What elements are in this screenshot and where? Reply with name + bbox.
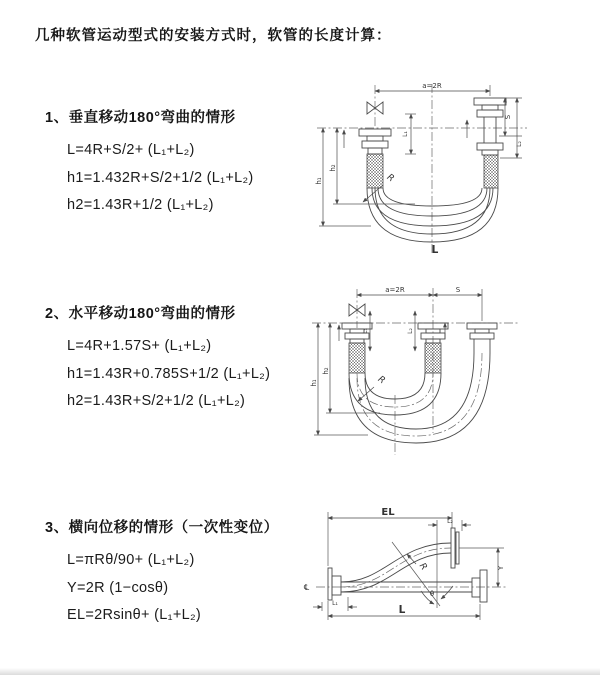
diagram-1-drawing [315, 76, 597, 258]
section-1-heading: 1、垂直移动180°弯曲的情形 [45, 110, 236, 126]
dim-label-s: S [504, 114, 512, 120]
diagram-horizontal-movement [308, 283, 600, 460]
hose-curves-position2 [349, 353, 490, 443]
section-3-formula-EL: EL=2Rsinθ+ (L₁+L₂) [67, 607, 202, 623]
dim-label-a2r: a=2R [385, 286, 405, 294]
section-2-formula-h1: h1=1.43R+0.785S+1/2 (L₁+L₂) [67, 365, 271, 382]
dim-label-a2r: a=2R [422, 82, 442, 90]
u-bend-hose-curves [367, 188, 498, 242]
dim-label-l2: L₂ [447, 518, 453, 525]
left-flange [359, 129, 391, 154]
dim-label-y: Y [497, 565, 505, 571]
diagram-lateral-displacement [300, 498, 600, 655]
section-1-formula-h1: h1=1.432R+S/2+1/2 (L₁+L₂) [67, 169, 254, 186]
radius-leader [407, 554, 416, 564]
dim-label-el: EL [381, 507, 395, 518]
left-braided-hose [349, 343, 365, 373]
section-3-formula-L: L=πRθ/90+ (L₁+L₂) [67, 552, 195, 568]
dim-label-s: S [455, 286, 461, 294]
dim-label-l1: L₁ [362, 328, 369, 334]
diagram-2-drawing [308, 283, 600, 460]
dim-label-h1: h₁ [310, 379, 318, 387]
dim-label-h1: h₁ [315, 177, 323, 185]
section-1-formula-L: L=4R+S/2+ (L₁+L₂) [67, 142, 195, 158]
section-3 [45, 516, 279, 630]
section-2-heading: 2、水平移动180°弯曲的情形 [45, 306, 236, 322]
section-1 [45, 106, 254, 220]
left-braided-hose [367, 154, 383, 188]
section-2-formula-h2: h2=1.43R+S/2+1/2 (L₁+L₂) [67, 393, 246, 409]
diagram-3-drawing [300, 498, 600, 655]
length-label: L [398, 604, 406, 616]
right-flange [472, 570, 487, 602]
right-braided-hose [484, 155, 498, 188]
centerline-symbol: ℄ [304, 583, 310, 592]
radius-label: R [384, 172, 396, 185]
displaced-hose-centerline [341, 548, 451, 587]
diagram-vertical-movement [315, 76, 597, 258]
page-title: 几种软管运动型式的安装方式时，软管的长度计算： [35, 28, 392, 44]
right-flange-lower [477, 143, 503, 155]
radius-label: R [375, 374, 387, 387]
right-flange-moved [467, 323, 497, 339]
dim-label-h2: h₂ [329, 164, 337, 172]
section-3-formula-Y: Y=2R (1−cosθ) [67, 579, 169, 596]
radius-label: R [416, 561, 429, 573]
section-3-heading: 3、横向位移的情形（一次性变位） [45, 520, 279, 536]
length-label: L [431, 244, 439, 256]
page-bottom-edge [0, 668, 600, 675]
displaced-hose-curve [341, 543, 451, 592]
dim-label-l2: L₂ [516, 141, 523, 147]
upper-flange [451, 528, 459, 568]
angle-label: θ [429, 590, 435, 598]
dim-label-h2: h₂ [322, 367, 330, 375]
right-flange-upper [474, 98, 506, 117]
dim-label-l1: L₁ [402, 131, 409, 137]
section-2-formula-L: L=4R+1.57S+ (L₁+L₂) [67, 338, 212, 354]
section-1-formula-h2: h2=1.43R+1/2 (L₁+L₂) [67, 197, 214, 213]
left-flange [328, 568, 341, 600]
angle-arc-right [441, 586, 453, 599]
dim-label-l1: L₁ [332, 600, 338, 607]
dim-label-l2: L₂ [407, 328, 414, 334]
section-2 [45, 302, 270, 416]
middle-braided-hose [425, 343, 441, 373]
